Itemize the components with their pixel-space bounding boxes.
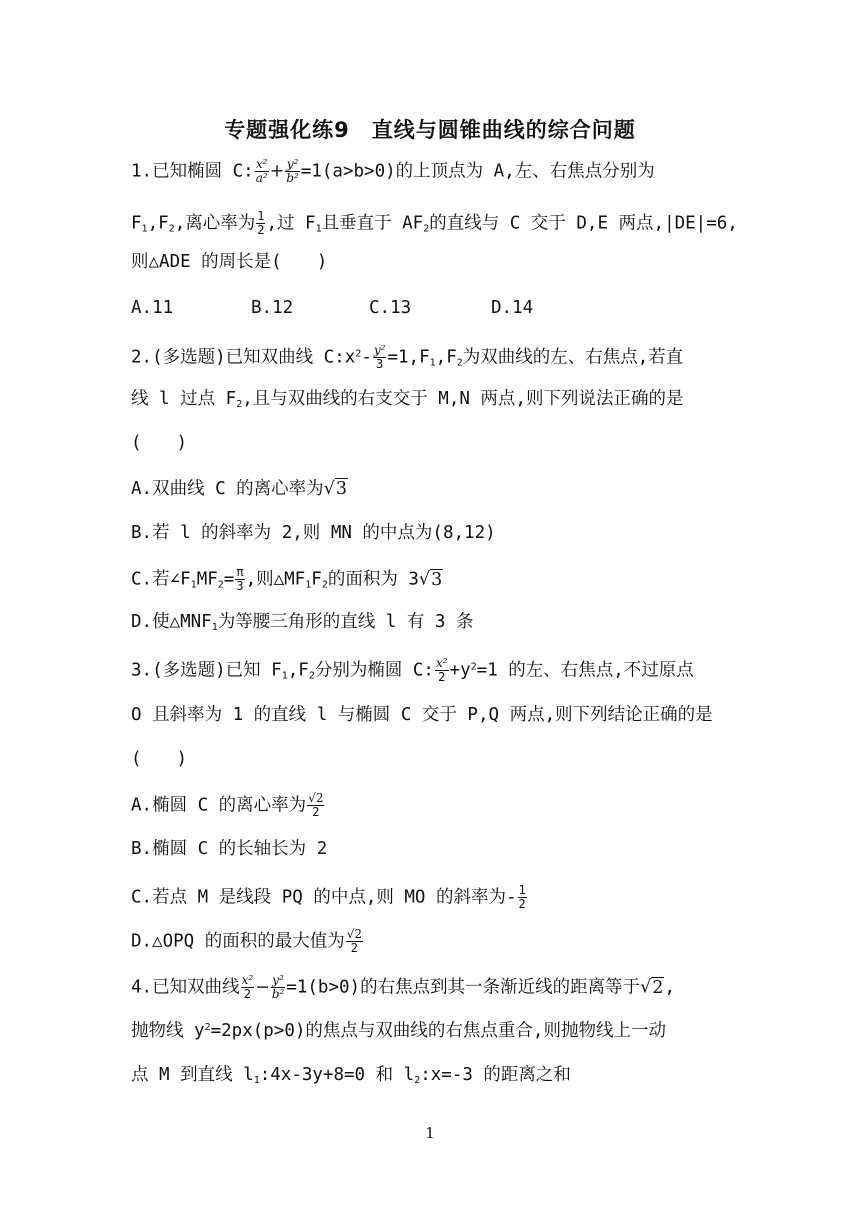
- q3-option-c: C.若点 M 是线段 PQ 的中点,则 MO 的斜率为- $\frac{1}{2}$: [131, 883, 526, 911]
- q1-option-c: C.13: [369, 298, 412, 318]
- q4-line-2: 抛物线 $y^2=2px(p>0)$的焦点与双曲线的右焦点重合,则抛物线上一动: [131, 1021, 666, 1041]
- q1-line-2: $F_1,F_2$,离心率为 $\frac{1}{2}$ ,过 $F_1$且垂直于 $AF_2$的直线与 C 交于 D,E 两点,|DE|=6,: [131, 209, 738, 237]
- q2-option-d: D.使$\triangle MNF_1$为等腰三角形的直线 l 有 3 条: [131, 612, 474, 633]
- fraction: $\frac{\text{y²}}{\text{b²}}$: [286, 157, 299, 185]
- fraction: $\frac{\pi}{3}$: [236, 565, 244, 593]
- q3-line-3: ( ): [131, 749, 188, 769]
- q3-line-1: 3.(多选题)已知 $F_1,F_2$分别为椭圆 C: $\frac{\text{x²}}{2}$ $+y^2=1$ 的左、右焦点,不过原点: [131, 656, 694, 684]
- q3-option-d: D.△OPQ 的面积的最大值为 $\frac{√2}{2}$: [131, 927, 363, 955]
- q2-line-1: 2.(多选题)已知双曲线 $C:x^2-$ $\frac{\text{y²}}{3}$ $=1,F_1,F_2$为双曲线的左、右焦点,若直: [131, 343, 684, 371]
- q2-option-a: A.双曲线 C 的离心率为√3: [131, 479, 347, 499]
- fraction: $\frac{√2}{2}$: [308, 791, 324, 819]
- q1-options: [131, 297, 533, 319]
- q1-option-d: D.14: [491, 298, 534, 318]
- q3-option-b: B.椭圆 C 的长轴长为 2: [131, 839, 328, 859]
- fraction: $\frac{1}{2}$: [518, 883, 526, 911]
- sqrt: √3: [323, 479, 347, 499]
- q4-line-1: 4.已知双曲线 $\frac{\text{x²}}{2}$ − $\frac{\text{y²}}{\text{b²}}$ =1(b>0)的右焦点到其一条渐近线的距离等于√2,: [131, 973, 675, 1001]
- q1-line-1: 1.已知椭圆 C: $\frac{\text{x²}}{\text{a²}}$ + $\frac{\text{y²}}{\text{b²}}$ =1(a>b>0)的上顶点为 A,左、右焦点分别为: [131, 157, 655, 185]
- fraction: $\frac{√2}{2}$: [346, 927, 363, 955]
- page-number: 1: [425, 1124, 435, 1142]
- q3-option-a: A.椭圆 C 的离心率为 $\frac{√2}{2}$: [131, 791, 324, 819]
- q1-option-b: B.12: [251, 298, 294, 318]
- q4-line-3: 点 M 到直线 $l_1:4x-3y+8=0$ 和 $l_2:x=-3$ 的距离之和: [131, 1065, 571, 1086]
- q1-line-3: 则△ADE 的周长是( ): [131, 252, 328, 272]
- fraction: $\frac{\text{x²}}{\text{a²}}$: [255, 157, 268, 185]
- fraction: $\frac{\text{x²}}{2}$: [435, 656, 448, 684]
- q2-line-2: 线 l 过点 $F_2$,且与双曲线的右支交于 M,N 两点,则下列说法正确的是: [131, 389, 684, 410]
- fraction: $\frac{1}{2}$: [257, 209, 265, 237]
- q2-option-b: B.若 l 的斜率为 2,则 MN 的中点为(8,12): [131, 523, 496, 543]
- fraction: $\frac{\text{y²}}{\text{b²}}$: [271, 973, 285, 1001]
- fraction: $\frac{\text{x²}}{2}$: [241, 973, 254, 1001]
- q2-option-c: C.若$\angle F_1MF_2=$ $\frac{\pi}{3}$ ,则$\triangle MF_1F_2$的面积为 3√3: [131, 565, 443, 593]
- q3-line-2: O 且斜率为 1 的直线 l 与椭圆 C 交于 P,Q 两点,则下列结论正确的是: [131, 705, 713, 725]
- q1-option-a: A.11: [131, 298, 174, 318]
- sqrt: √2: [640, 977, 664, 998]
- sqrt: √3: [418, 569, 443, 590]
- q2-line-3: ( ): [131, 433, 188, 453]
- page-title: 专题强化练9 直线与圆锥曲线的综合问题: [224, 118, 636, 142]
- fraction: $\frac{\text{y²}}{3}$: [373, 343, 386, 371]
